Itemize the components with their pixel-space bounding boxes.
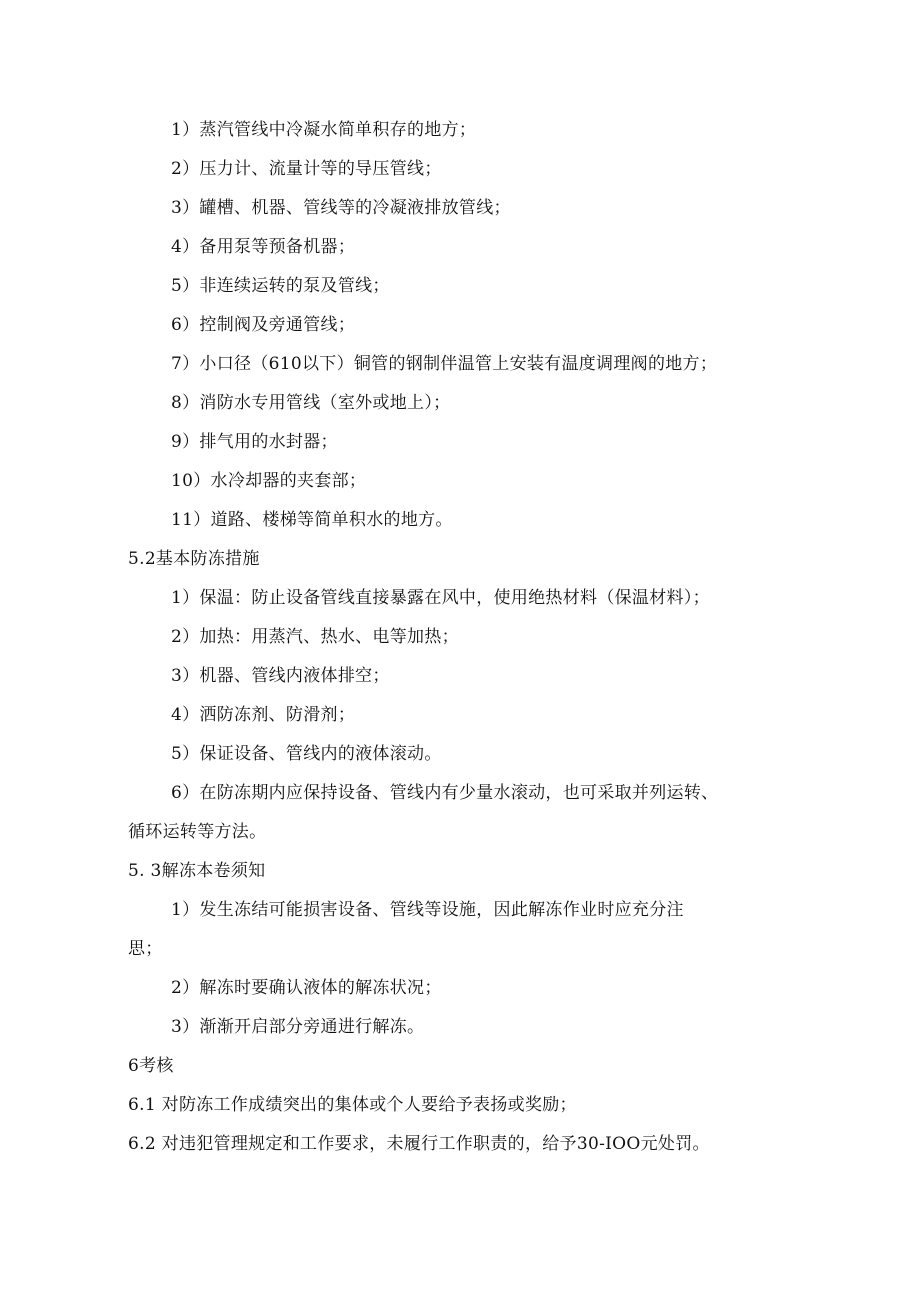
list-item: 6）控制阀及旁通管线； bbox=[171, 315, 356, 335]
section-heading-5-3: 5. 3解冻本卷须知 bbox=[128, 861, 266, 881]
list-item-line2: 思； bbox=[128, 939, 163, 959]
list-item: 2）加热：用蒸汽、热水、电等加热； bbox=[171, 627, 459, 647]
list-item: 10）水冷却器的夹套部； bbox=[171, 471, 367, 491]
list-item: 5）保证设备、管线内的液体滚动。 bbox=[171, 744, 442, 764]
list-item: 1）蒸汽管线中冷凝水简单积存的地方； bbox=[171, 120, 477, 140]
list-item: 3）罐槽、机器、管线等的冷凝液排放管线； bbox=[171, 198, 511, 218]
list-item: 1）保温：防止设备管线直接暴露在风中，使用绝热材料（保温材料）； bbox=[171, 588, 710, 608]
list-item: 3）机器、管线内液体排空； bbox=[171, 666, 390, 686]
list-item: 6.1 对防冻工作成绩突出的集体或个人要给予表扬或奖励； bbox=[128, 1095, 577, 1115]
list-item: 5）非连续运转的泵及管线； bbox=[171, 276, 390, 296]
list-item: 2）压力计、流量计等的导压管线； bbox=[171, 159, 442, 179]
list-item: 4）备用泵等预备机器； bbox=[171, 237, 356, 257]
list-item: 11）道路、楼梯等简单积水的地方。 bbox=[171, 510, 453, 530]
list-item: 6.2 对违犯管理规定和工作要求，未履行工作职责的，给予30-IOO元处罚。 bbox=[128, 1134, 710, 1154]
section-heading-5-2: 5.2基本防冻措施 bbox=[128, 549, 260, 569]
list-item: 4）洒防冻剂、防滑剂； bbox=[171, 705, 356, 725]
list-item: 2）解冻时要确认液体的解冻状况； bbox=[171, 978, 442, 998]
section-heading-6: 6考核 bbox=[128, 1056, 174, 1076]
list-item: 7）小口径（610以下）铜管的钢制伴温管上安装有温度调理阀的地方； bbox=[171, 354, 718, 374]
list-item: 9）排气用的水封器； bbox=[171, 432, 338, 452]
list-item-line1: 6）在防冻期内应保持设备、管线内有少量水滚动，也可采取并列运转、 bbox=[171, 783, 719, 803]
list-item-line1: 1）发生冻结可能损害设备、管线等设施，因此解冻作业时应充分注 bbox=[171, 900, 684, 920]
list-item: 3）渐渐开启部分旁通进行解冻。 bbox=[171, 1017, 425, 1037]
list-item: 8）消防水专用管线（室外或地上）； bbox=[171, 393, 451, 413]
list-item-line2: 循环运转等方法。 bbox=[128, 822, 267, 842]
